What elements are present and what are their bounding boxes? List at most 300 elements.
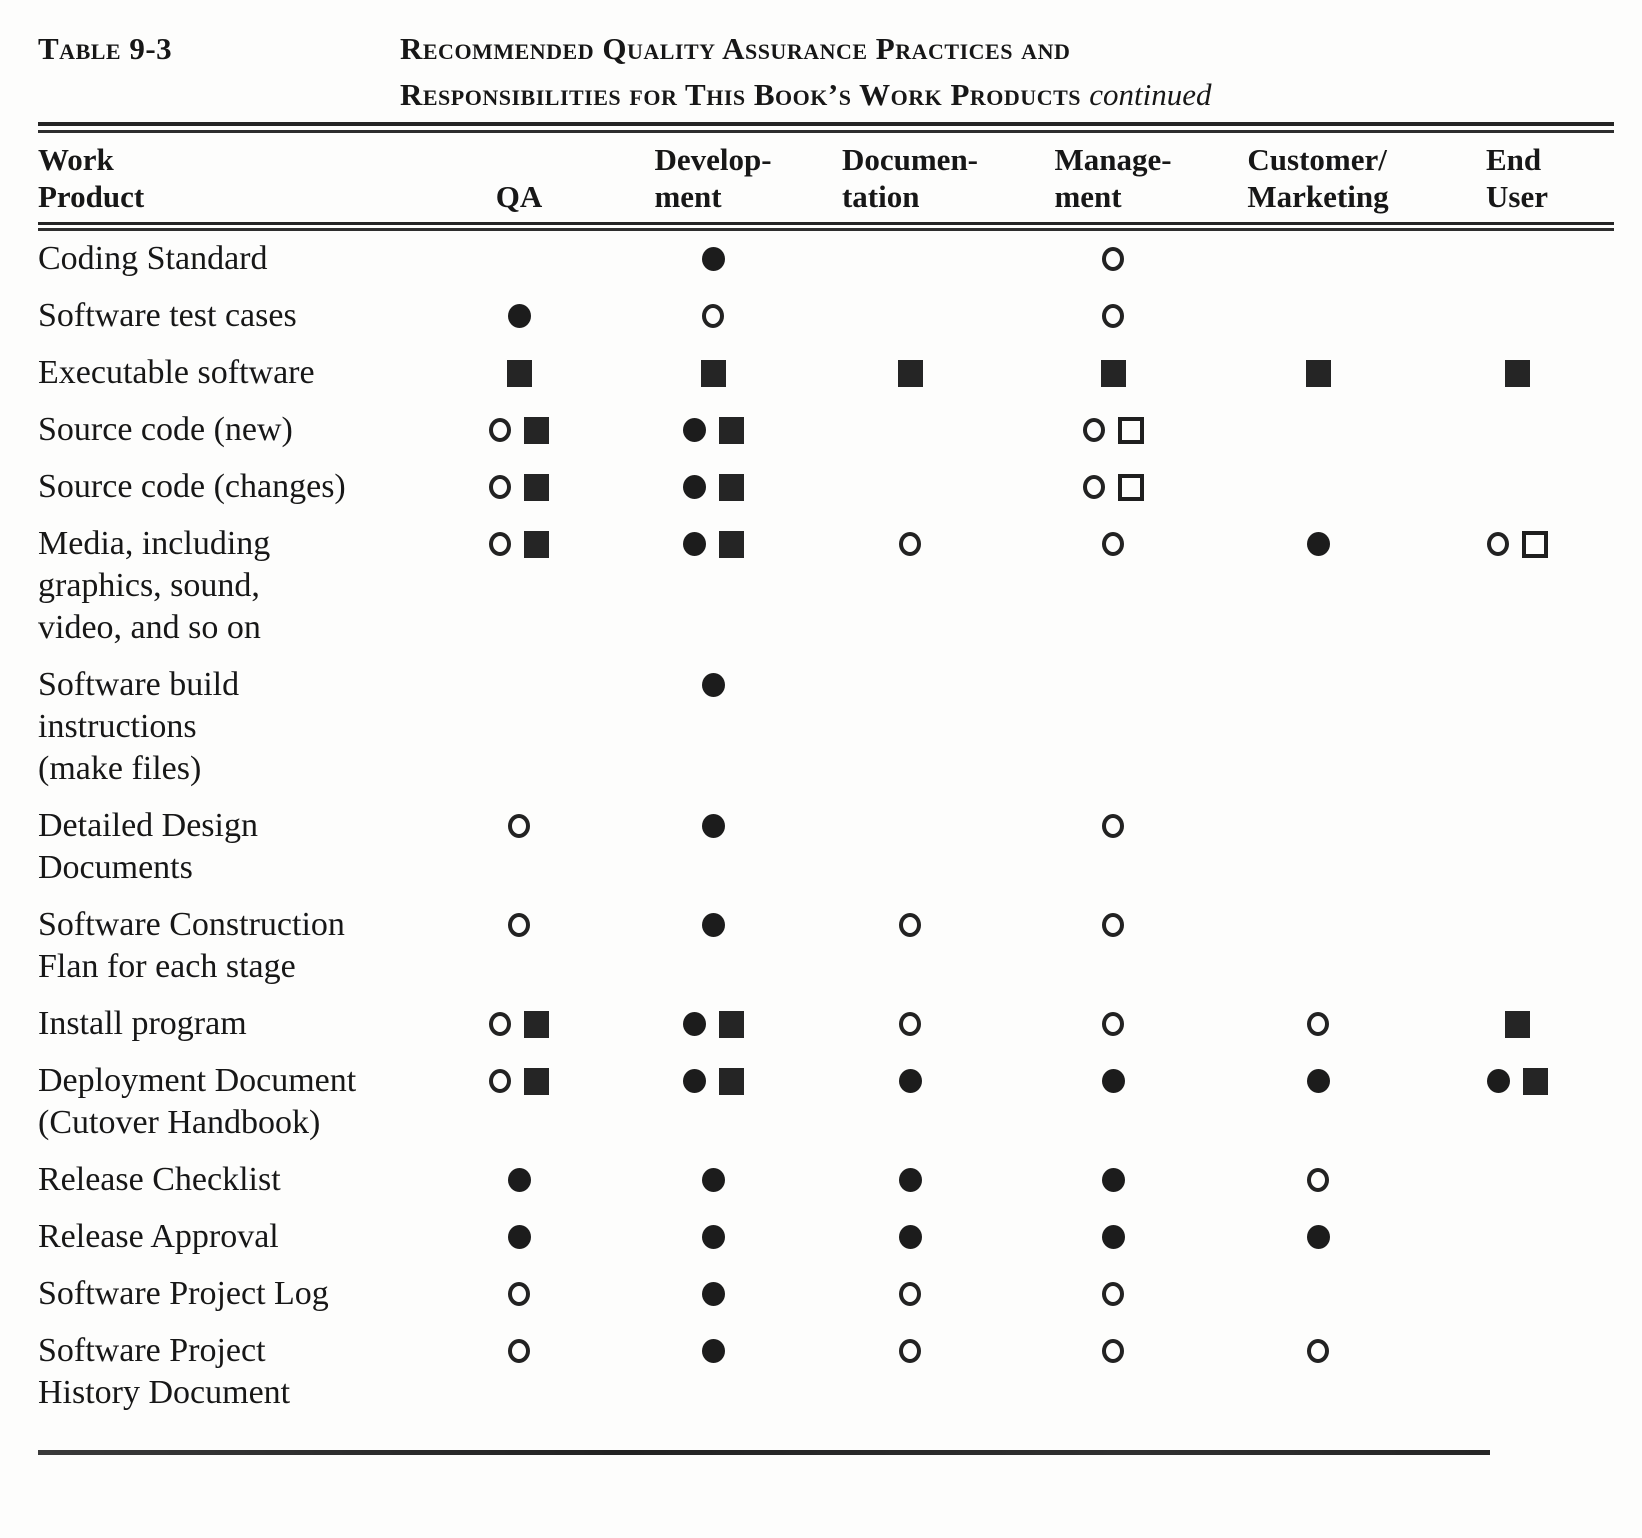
symbol-group <box>899 1003 921 1045</box>
rule-cell <box>38 222 1614 231</box>
responsibility-cell-documentation <box>810 1266 1010 1323</box>
symbol-group <box>508 805 530 847</box>
filled-circle-icon <box>899 1225 922 1249</box>
table-header-rule <box>38 222 1614 231</box>
filled-circle-icon <box>1102 1168 1125 1192</box>
table-row <box>38 516 1614 657</box>
filled-square-icon <box>1523 1068 1548 1095</box>
column-header-end-user <box>1420 133 1614 222</box>
table-caption <box>38 26 1614 120</box>
responsibility-cell-management <box>1010 345 1216 402</box>
filled-square-icon <box>719 417 744 444</box>
symbol-group <box>1102 295 1124 337</box>
table-row <box>38 798 1614 897</box>
table-title-continued: continued <box>1089 77 1212 112</box>
responsibility-cell-end-user <box>1420 231 1614 288</box>
work-product-line: History Document <box>38 1374 291 1411</box>
filled-square-icon <box>524 1011 549 1038</box>
table-bottom-rule <box>38 1450 1490 1455</box>
responsibility-cell-documentation <box>810 657 1010 798</box>
filled-circle-icon <box>899 1069 922 1093</box>
work-product-line: Coding Standard <box>38 240 268 277</box>
responsibility-cell-end-user <box>1420 897 1614 996</box>
symbol-group <box>508 1273 530 1315</box>
filled-circle-icon <box>683 532 706 556</box>
open-circle-icon <box>899 1282 921 1306</box>
responsibility-cell-development <box>616 516 810 657</box>
work-product-name <box>38 1323 422 1422</box>
column-header-text <box>496 141 543 215</box>
responsibility-cell-management <box>1010 657 1216 798</box>
symbol-group <box>899 1159 922 1201</box>
responsibility-cell-management <box>1010 459 1216 516</box>
filled-square-icon <box>719 1068 744 1095</box>
responsibility-cell-qa <box>422 897 616 996</box>
symbol-group <box>489 409 549 451</box>
open-circle-icon <box>489 1069 511 1093</box>
responsibility-cell-qa <box>422 1209 616 1266</box>
responsibility-cell-customer-marketing <box>1216 1323 1420 1422</box>
work-product-line: video, and so on <box>38 609 261 646</box>
open-circle-icon <box>1083 475 1105 499</box>
symbol-group <box>507 352 532 394</box>
symbol-group <box>1102 1273 1124 1315</box>
work-product-line: instructions <box>38 708 197 745</box>
symbol-group <box>701 352 726 394</box>
symbol-group <box>683 1060 744 1102</box>
symbol-group <box>489 1060 549 1102</box>
responsibility-cell-customer-marketing <box>1216 897 1420 996</box>
filled-circle-icon <box>1102 1225 1125 1249</box>
symbol-group <box>702 238 725 280</box>
responsibility-cell-customer-marketing <box>1216 996 1420 1053</box>
filled-square-icon <box>524 1068 549 1095</box>
work-product-name <box>38 1152 422 1209</box>
symbol-group <box>702 904 725 946</box>
symbol-group <box>899 1330 921 1372</box>
table-row <box>38 897 1614 996</box>
symbol-group <box>489 466 549 508</box>
responsibility-cell-customer-marketing <box>1216 231 1420 288</box>
filled-circle-icon <box>702 247 725 271</box>
column-header-line: ment <box>1054 179 1122 214</box>
work-product-line: Release Checklist <box>38 1161 281 1198</box>
symbol-group <box>508 904 530 946</box>
responsibility-cell-documentation <box>810 1152 1010 1209</box>
table-row <box>38 1053 1614 1152</box>
column-header-text <box>1054 141 1171 215</box>
open-circle-icon <box>489 475 511 499</box>
open-circle-icon <box>508 814 530 838</box>
responsibility-cell-qa <box>422 798 616 897</box>
open-circle-icon <box>508 1282 530 1306</box>
symbol-group <box>1102 1003 1124 1045</box>
table-top-rule <box>38 122 1614 133</box>
work-product-line: Software Project <box>38 1332 266 1369</box>
column-header-line: Manage- <box>1054 142 1172 177</box>
symbol-group <box>1102 1159 1125 1201</box>
work-product-line: Documents <box>38 849 193 886</box>
filled-circle-icon <box>702 1168 725 1192</box>
table-row <box>38 1323 1614 1422</box>
responsibility-cell-customer-marketing <box>1216 516 1420 657</box>
work-product-line: (make files) <box>38 750 202 787</box>
responsibility-cell-development <box>616 657 810 798</box>
responsibility-cell-management <box>1010 798 1216 897</box>
symbol-group <box>899 1273 921 1315</box>
symbol-group <box>702 805 725 847</box>
symbol-group <box>1101 352 1126 394</box>
work-product-name <box>38 798 422 897</box>
symbol-group <box>1102 904 1124 946</box>
filled-square-icon <box>524 474 549 501</box>
responsibility-cell-development <box>616 1209 810 1266</box>
column-header-line: User <box>1486 179 1548 214</box>
work-product-name <box>38 288 422 345</box>
filled-circle-icon <box>508 304 531 328</box>
open-circle-icon <box>1102 913 1124 937</box>
responsibility-cell-documentation <box>810 516 1010 657</box>
table-row <box>38 1152 1614 1209</box>
symbol-group <box>489 523 549 565</box>
responsibility-cell-documentation <box>810 996 1010 1053</box>
column-header-line: Marketing <box>1247 179 1389 214</box>
symbol-group <box>702 1159 725 1201</box>
open-circle-icon <box>1102 1339 1124 1363</box>
responsibility-cell-management <box>1010 516 1216 657</box>
responsibility-cell-management <box>1010 402 1216 459</box>
symbol-group <box>508 295 531 337</box>
filled-circle-icon <box>702 1282 725 1306</box>
responsibility-cell-qa <box>422 1053 616 1152</box>
responsibility-cell-end-user <box>1420 516 1614 657</box>
symbol-group <box>1102 523 1124 565</box>
column-header-qa <box>422 133 616 222</box>
column-header-line: Work <box>38 142 114 177</box>
responsibility-cell-management <box>1010 288 1216 345</box>
open-circle-icon <box>899 532 921 556</box>
work-product-name <box>38 516 422 657</box>
filled-circle-icon <box>702 673 725 697</box>
column-header-line: ment <box>654 179 722 214</box>
symbol-group <box>508 1159 531 1201</box>
symbol-group <box>899 523 921 565</box>
open-circle-icon <box>702 304 724 328</box>
filled-square-icon <box>1505 360 1530 387</box>
responsibility-cell-development <box>616 897 810 996</box>
responsibility-cell-development <box>616 1266 810 1323</box>
filled-circle-icon <box>683 475 706 499</box>
work-product-line: Deployment Document <box>38 1062 357 1099</box>
work-product-line: graphics, sound, <box>38 567 260 604</box>
responsibility-cell-end-user <box>1420 402 1614 459</box>
rule-row <box>38 222 1614 231</box>
responsibility-cell-management <box>1010 996 1216 1053</box>
responsibility-cell-end-user <box>1420 996 1614 1053</box>
column-header-text <box>842 141 978 215</box>
work-product-name <box>38 1266 422 1323</box>
table-row <box>38 1209 1614 1266</box>
filled-circle-icon <box>683 1069 706 1093</box>
filled-square-icon <box>701 360 726 387</box>
responsibility-cell-development <box>616 1053 810 1152</box>
responsibility-cell-development <box>616 231 810 288</box>
responsibility-cell-end-user <box>1420 1152 1614 1209</box>
work-product-line: Software Construction <box>38 906 345 943</box>
column-header-management <box>1010 133 1216 222</box>
work-product-line: Software build <box>38 666 240 703</box>
responsibility-cell-documentation <box>810 288 1010 345</box>
symbol-group <box>1102 238 1124 280</box>
column-header-documentation <box>810 133 1010 222</box>
symbol-group <box>1307 1330 1329 1372</box>
filled-square-icon <box>507 360 532 387</box>
table-title-line-2-wrap <box>400 72 1212 118</box>
responsibility-cell-management <box>1010 1323 1216 1422</box>
responsibility-cell-end-user <box>1420 1323 1614 1422</box>
responsibility-cell-end-user <box>1420 657 1614 798</box>
table-number-label: Table 9-3 <box>38 31 173 66</box>
responsibility-cell-documentation <box>810 231 1010 288</box>
filled-circle-icon <box>1307 532 1330 556</box>
column-header-line: QA <box>495 179 543 214</box>
column-header-product <box>38 133 422 222</box>
open-circle-icon <box>899 1339 921 1363</box>
symbol-group <box>489 1003 549 1045</box>
responsibility-cell-end-user <box>1420 288 1614 345</box>
work-product-line: Release Approval <box>38 1218 279 1255</box>
responsibility-cell-qa <box>422 516 616 657</box>
column-header-line: End <box>1486 142 1542 177</box>
filled-circle-icon <box>899 1168 922 1192</box>
open-square-icon <box>1522 531 1548 558</box>
filled-square-icon <box>719 474 744 501</box>
filled-circle-icon <box>1102 1069 1125 1093</box>
symbol-group <box>1307 523 1330 565</box>
symbol-group <box>702 664 725 706</box>
filled-square-icon <box>524 417 549 444</box>
responsibility-cell-customer-marketing <box>1216 1266 1420 1323</box>
responsibility-cell-management <box>1010 1266 1216 1323</box>
filled-circle-icon <box>1307 1069 1330 1093</box>
column-header-customer-marketing <box>1216 133 1420 222</box>
filled-circle-icon <box>683 1012 706 1036</box>
symbol-group <box>702 1216 725 1258</box>
work-product-line: Executable software <box>38 354 315 391</box>
table-body <box>38 231 1614 1422</box>
filled-square-icon <box>719 1011 744 1038</box>
column-header-line: Customer/ <box>1247 142 1387 177</box>
responsibility-cell-development <box>616 996 810 1053</box>
column-header-text <box>1247 141 1388 215</box>
symbol-group <box>683 409 744 451</box>
responsibility-cell-customer-marketing <box>1216 1053 1420 1152</box>
responsibility-cell-customer-marketing <box>1216 345 1420 402</box>
filled-circle-icon <box>702 913 725 937</box>
work-product-line: Media, including <box>38 525 271 562</box>
responsibility-cell-documentation <box>810 798 1010 897</box>
symbol-group <box>1307 1003 1329 1045</box>
open-circle-icon <box>1307 1012 1329 1036</box>
responsibility-cell-management <box>1010 1209 1216 1266</box>
work-product-name <box>38 1053 422 1152</box>
responsibility-cell-qa <box>422 345 616 402</box>
work-product-line: Flan for each stage <box>38 948 296 985</box>
column-header-line: Product <box>38 179 145 214</box>
responsibility-cell-management <box>1010 1152 1216 1209</box>
filled-circle-icon <box>702 814 725 838</box>
symbol-group <box>702 295 724 337</box>
open-circle-icon <box>508 1339 530 1363</box>
symbol-group <box>1307 1159 1329 1201</box>
symbol-group <box>683 523 744 565</box>
table-row <box>38 657 1614 798</box>
work-product-name <box>38 345 422 402</box>
symbol-group <box>899 1060 922 1102</box>
open-circle-icon <box>489 532 511 556</box>
work-product-line: (Cutover Handbook) <box>38 1104 321 1141</box>
responsibility-cell-end-user <box>1420 1266 1614 1323</box>
work-product-name <box>38 897 422 996</box>
column-header-text <box>1486 141 1548 215</box>
open-circle-icon <box>1487 532 1509 556</box>
symbol-group <box>702 1330 725 1372</box>
open-circle-icon <box>1102 532 1124 556</box>
filled-circle-icon <box>702 1225 725 1249</box>
responsibility-cell-documentation <box>810 1323 1010 1422</box>
responsibility-cell-customer-marketing <box>1216 288 1420 345</box>
symbol-group <box>1102 1330 1124 1372</box>
work-product-line: Detailed Design <box>38 807 258 844</box>
responsibility-cell-development <box>616 798 810 897</box>
table-row <box>38 288 1614 345</box>
responsibility-cell-qa <box>422 1266 616 1323</box>
open-circle-icon <box>1083 418 1105 442</box>
table-row <box>38 345 1614 402</box>
filled-square-icon <box>1505 1011 1530 1038</box>
responsibility-cell-customer-marketing <box>1216 459 1420 516</box>
symbol-group <box>508 1330 530 1372</box>
responsibility-cell-qa <box>422 459 616 516</box>
work-product-name <box>38 996 422 1053</box>
filled-square-icon <box>1306 360 1331 387</box>
work-product-line: Source code (changes) <box>38 468 346 505</box>
symbol-group <box>683 1003 744 1045</box>
symbol-group <box>1102 1060 1125 1102</box>
responsibility-cell-development <box>616 345 810 402</box>
symbol-group <box>1307 1060 1330 1102</box>
work-product-line: Source code (new) <box>38 411 293 448</box>
symbol-group <box>1102 1216 1125 1258</box>
responsibility-cell-documentation <box>810 897 1010 996</box>
work-product-line: Install program <box>38 1005 247 1042</box>
symbol-group <box>899 1216 922 1258</box>
work-product-name <box>38 459 422 516</box>
table-row <box>38 1266 1614 1323</box>
responsibility-cell-end-user <box>1420 345 1614 402</box>
symbol-group <box>702 1273 725 1315</box>
responsibility-cell-development <box>616 288 810 345</box>
table-row <box>38 996 1614 1053</box>
responsibility-cell-development <box>616 459 810 516</box>
open-circle-icon <box>489 418 511 442</box>
responsibility-cell-documentation <box>810 345 1010 402</box>
open-circle-icon <box>489 1012 511 1036</box>
filled-circle-icon <box>508 1225 531 1249</box>
open-circle-icon <box>1102 1012 1124 1036</box>
table-title <box>400 26 1212 118</box>
responsibility-cell-customer-marketing <box>1216 1152 1420 1209</box>
open-square-icon <box>1118 474 1144 501</box>
table-header-rule-row <box>38 222 1614 231</box>
responsibility-cell-end-user <box>1420 798 1614 897</box>
responsibility-cell-management <box>1010 897 1216 996</box>
responsibility-cell-development <box>616 1152 810 1209</box>
open-circle-icon <box>1307 1339 1329 1363</box>
filled-square-icon <box>898 360 923 387</box>
column-header-line <box>496 141 543 178</box>
responsibility-cell-management <box>1010 1053 1216 1152</box>
responsibility-cell-development <box>616 402 810 459</box>
responsibility-cell-documentation <box>810 1209 1010 1266</box>
filled-square-icon <box>1101 360 1126 387</box>
table-row <box>38 459 1614 516</box>
table-header-row <box>38 133 1614 222</box>
open-circle-icon <box>1307 1168 1329 1192</box>
symbol-group <box>898 352 923 394</box>
symbol-group <box>1487 523 1548 565</box>
filled-circle-icon <box>683 418 706 442</box>
column-header-text <box>654 141 771 215</box>
qa-practices-table <box>38 133 1614 1422</box>
work-product-name <box>38 1209 422 1266</box>
responsibility-cell-qa <box>422 288 616 345</box>
work-product-name <box>38 231 422 288</box>
responsibility-cell-end-user <box>1420 1209 1614 1266</box>
symbol-group <box>683 466 744 508</box>
column-header-line: Develop- <box>654 142 772 177</box>
column-header-line: Documen- <box>841 142 979 177</box>
symbol-group <box>1487 1060 1548 1102</box>
responsibility-cell-documentation <box>810 402 1010 459</box>
work-product-line: Software test cases <box>38 297 297 334</box>
responsibility-cell-end-user <box>1420 459 1614 516</box>
symbol-group <box>1307 1216 1330 1258</box>
responsibility-cell-qa <box>422 402 616 459</box>
open-circle-icon <box>1102 1282 1124 1306</box>
responsibility-cell-end-user <box>1420 1053 1614 1152</box>
column-header-development <box>616 133 810 222</box>
column-header-line: tation <box>841 179 920 214</box>
responsibility-cell-qa <box>422 1152 616 1209</box>
responsibility-cell-customer-marketing <box>1216 657 1420 798</box>
work-product-name <box>38 402 422 459</box>
open-circle-icon <box>1102 814 1124 838</box>
filled-circle-icon <box>1487 1069 1510 1093</box>
open-circle-icon <box>1102 247 1124 271</box>
table-row <box>38 231 1614 288</box>
symbol-group <box>1505 1003 1530 1045</box>
responsibility-cell-management <box>1010 231 1216 288</box>
open-square-icon <box>1118 417 1144 444</box>
work-product-name <box>38 657 422 798</box>
work-product-line: Software Project Log <box>38 1275 329 1312</box>
filled-circle-icon <box>508 1168 531 1192</box>
responsibility-cell-customer-marketing <box>1216 402 1420 459</box>
table-title-line-2: Responsibilities for This Book’s Work Products <box>400 77 1081 112</box>
symbol-group <box>508 1216 531 1258</box>
responsibility-cell-qa <box>422 657 616 798</box>
